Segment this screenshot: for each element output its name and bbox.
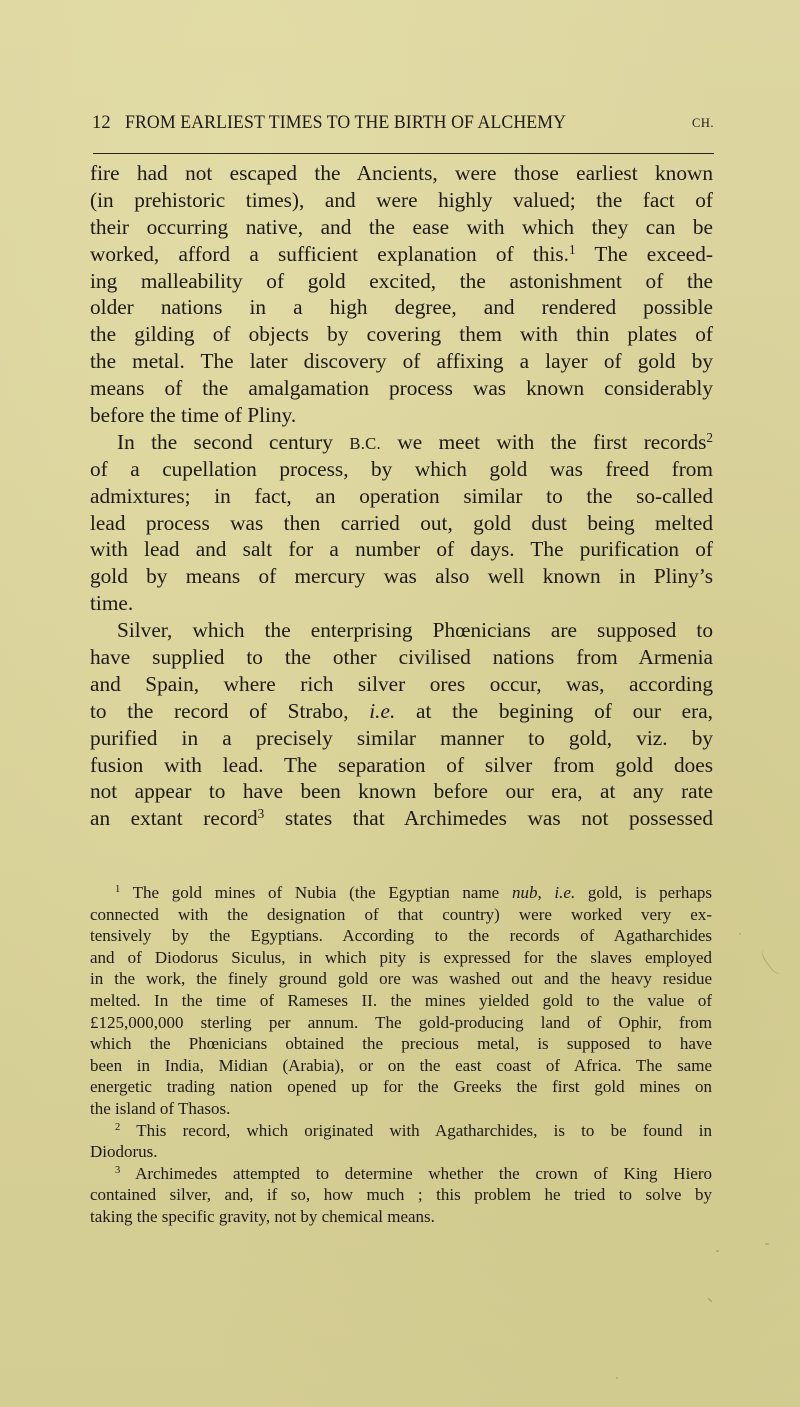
- footnote-2-line: $^2$ This record, which originated with Agatharchides, is to be found in: [115, 1120, 712, 1140]
- body-line: the gilding of objects by covering them with thin plates of: [90, 322, 713, 347]
- body-line: purified in a precisely similar manner to gold, viz. by: [90, 725, 713, 750]
- body-line: time.: [90, 591, 134, 616]
- footnote-number-2: 2: [115, 1121, 121, 1133]
- body-line: the metal. The later discovery of affixing a layer of gold by: [90, 349, 713, 374]
- body-text: [90, 160, 713, 832]
- body-line: have supplied to the other civilised nations from Armenia: [90, 645, 713, 670]
- footnote-1-line: been in India, Midian (Arabia), or on the east coast of Africa. The same: [90, 1055, 712, 1075]
- body-line: with lead and salt for a number of days. The purification of: [90, 537, 713, 562]
- body-line: ing malleability of gold excited, the astonishment of the: [90, 268, 713, 293]
- footnote-3-line: contained silver, and, if so, how much ; this problem he tried to solve by: [90, 1185, 712, 1205]
- footnote-number-3: 3: [115, 1164, 121, 1176]
- paper-speck: [765, 1243, 769, 1245]
- body-line: before the time of Pliny.: [90, 403, 297, 428]
- footnote-1-line: in the work, the finely ground gold ore was washed out and the heavy residue: [90, 969, 712, 989]
- page-number: 12: [92, 113, 111, 133]
- footnote-number-1: 1: [115, 884, 121, 896]
- footnote-2-line: Diodorus.: [90, 1142, 158, 1162]
- footnote-ref-1[interactable]: 1: [568, 241, 576, 257]
- body-line: In the second century B.C. we meet with the first records$^2$: [117, 429, 713, 454]
- body-line: fire had not escaped the Ancients, were those earliest known: [90, 161, 713, 185]
- footnote-1-line: the island of Thasos.: [90, 1098, 231, 1118]
- footnote-1-line: £125,000,000 sterling per annum. The gold-producing land of Ophir, from: [90, 1012, 712, 1032]
- footnote-3-line: $^3$ Archimedes attempted to determine whether the crown of King Hiero: [115, 1163, 712, 1183]
- paper-speck: [716, 1250, 719, 1252]
- body-line: admixtures; in fact, an operation similar to the so-called: [90, 483, 713, 508]
- footnotes: [90, 882, 712, 1228]
- body-line: an extant record$^3$ states that Archimedes was not possessed: [90, 806, 713, 831]
- footnote-1-line: energetic trading nation opened up for the Greeks the first gold mines on: [90, 1077, 712, 1097]
- body-line: their occurring native, and the ease with which they can be: [90, 214, 713, 239]
- running-head-title: FROM EARLIEST TIMES TO THE BIRTH OF ALCHEMY: [125, 113, 567, 133]
- body-line: gold by means of mercury was also well known in Pliny’s: [90, 564, 713, 589]
- body-line: lead process was then carried out, gold dust being melted: [90, 510, 713, 535]
- running-head: [92, 113, 714, 139]
- footnote-1-line: tensively by the Egyptians. According to the records of Agatharchides: [90, 926, 712, 946]
- body-line: older nations in a high degree, and rendered possible: [90, 295, 713, 320]
- footnote-ref-2[interactable]: 2: [706, 429, 713, 445]
- footnote-1-line: connected with the designation of that country) were worked very ex-: [90, 904, 712, 924]
- footnote-ref-3[interactable]: 3: [257, 806, 265, 822]
- body-line: worked, afford a sufficient explanation of this.$^1$ The exceed-: [90, 241, 713, 266]
- paper-speck: [616, 1377, 618, 1379]
- footnote-1-line: melted. In the time of Rameses II. the mines yielded gold to the value of: [90, 990, 712, 1010]
- chapter-abbreviation: CH.: [692, 116, 714, 130]
- body-line: not appear to have been known before our era, at any rate: [90, 779, 713, 804]
- footnote-3-line: taking the specific gravity, not by chemical means.: [90, 1206, 435, 1226]
- body-line: fusion with lead. The separation of silver from gold does: [90, 752, 713, 777]
- footnote-1-line: which the Phœnicians obtained the precious metal, is supposed to have: [90, 1034, 712, 1054]
- paper-speck: [707, 1297, 713, 1302]
- body-line: (in prehistoric times), and were highly valued; the fact of: [90, 187, 713, 212]
- body-line: and Spain, where rich silver ores occur, was, according: [90, 671, 713, 696]
- footnote-1-line: $^1$ The gold mines of Nubia (the Egyptian name nub, i.e. gold, is perhaps: [115, 883, 713, 902]
- footnote-1-line: and of Diodorus Siculus, in which pity is expressed for the slaves employed: [90, 947, 712, 967]
- paper-speck: [739, 933, 741, 935]
- body-line: of a cupellation process, by which gold was freed from: [90, 456, 713, 481]
- header-rule: [93, 153, 714, 154]
- body-line: to the record of Strabo, i.e. at the begining of our era,: [90, 698, 714, 723]
- body-line: Silver, which the enterprising Phœnicians are supposed to: [117, 618, 713, 643]
- paper-fiber-mark: [759, 943, 788, 976]
- body-line: means of the amalgamation process was known considerably: [90, 376, 713, 401]
